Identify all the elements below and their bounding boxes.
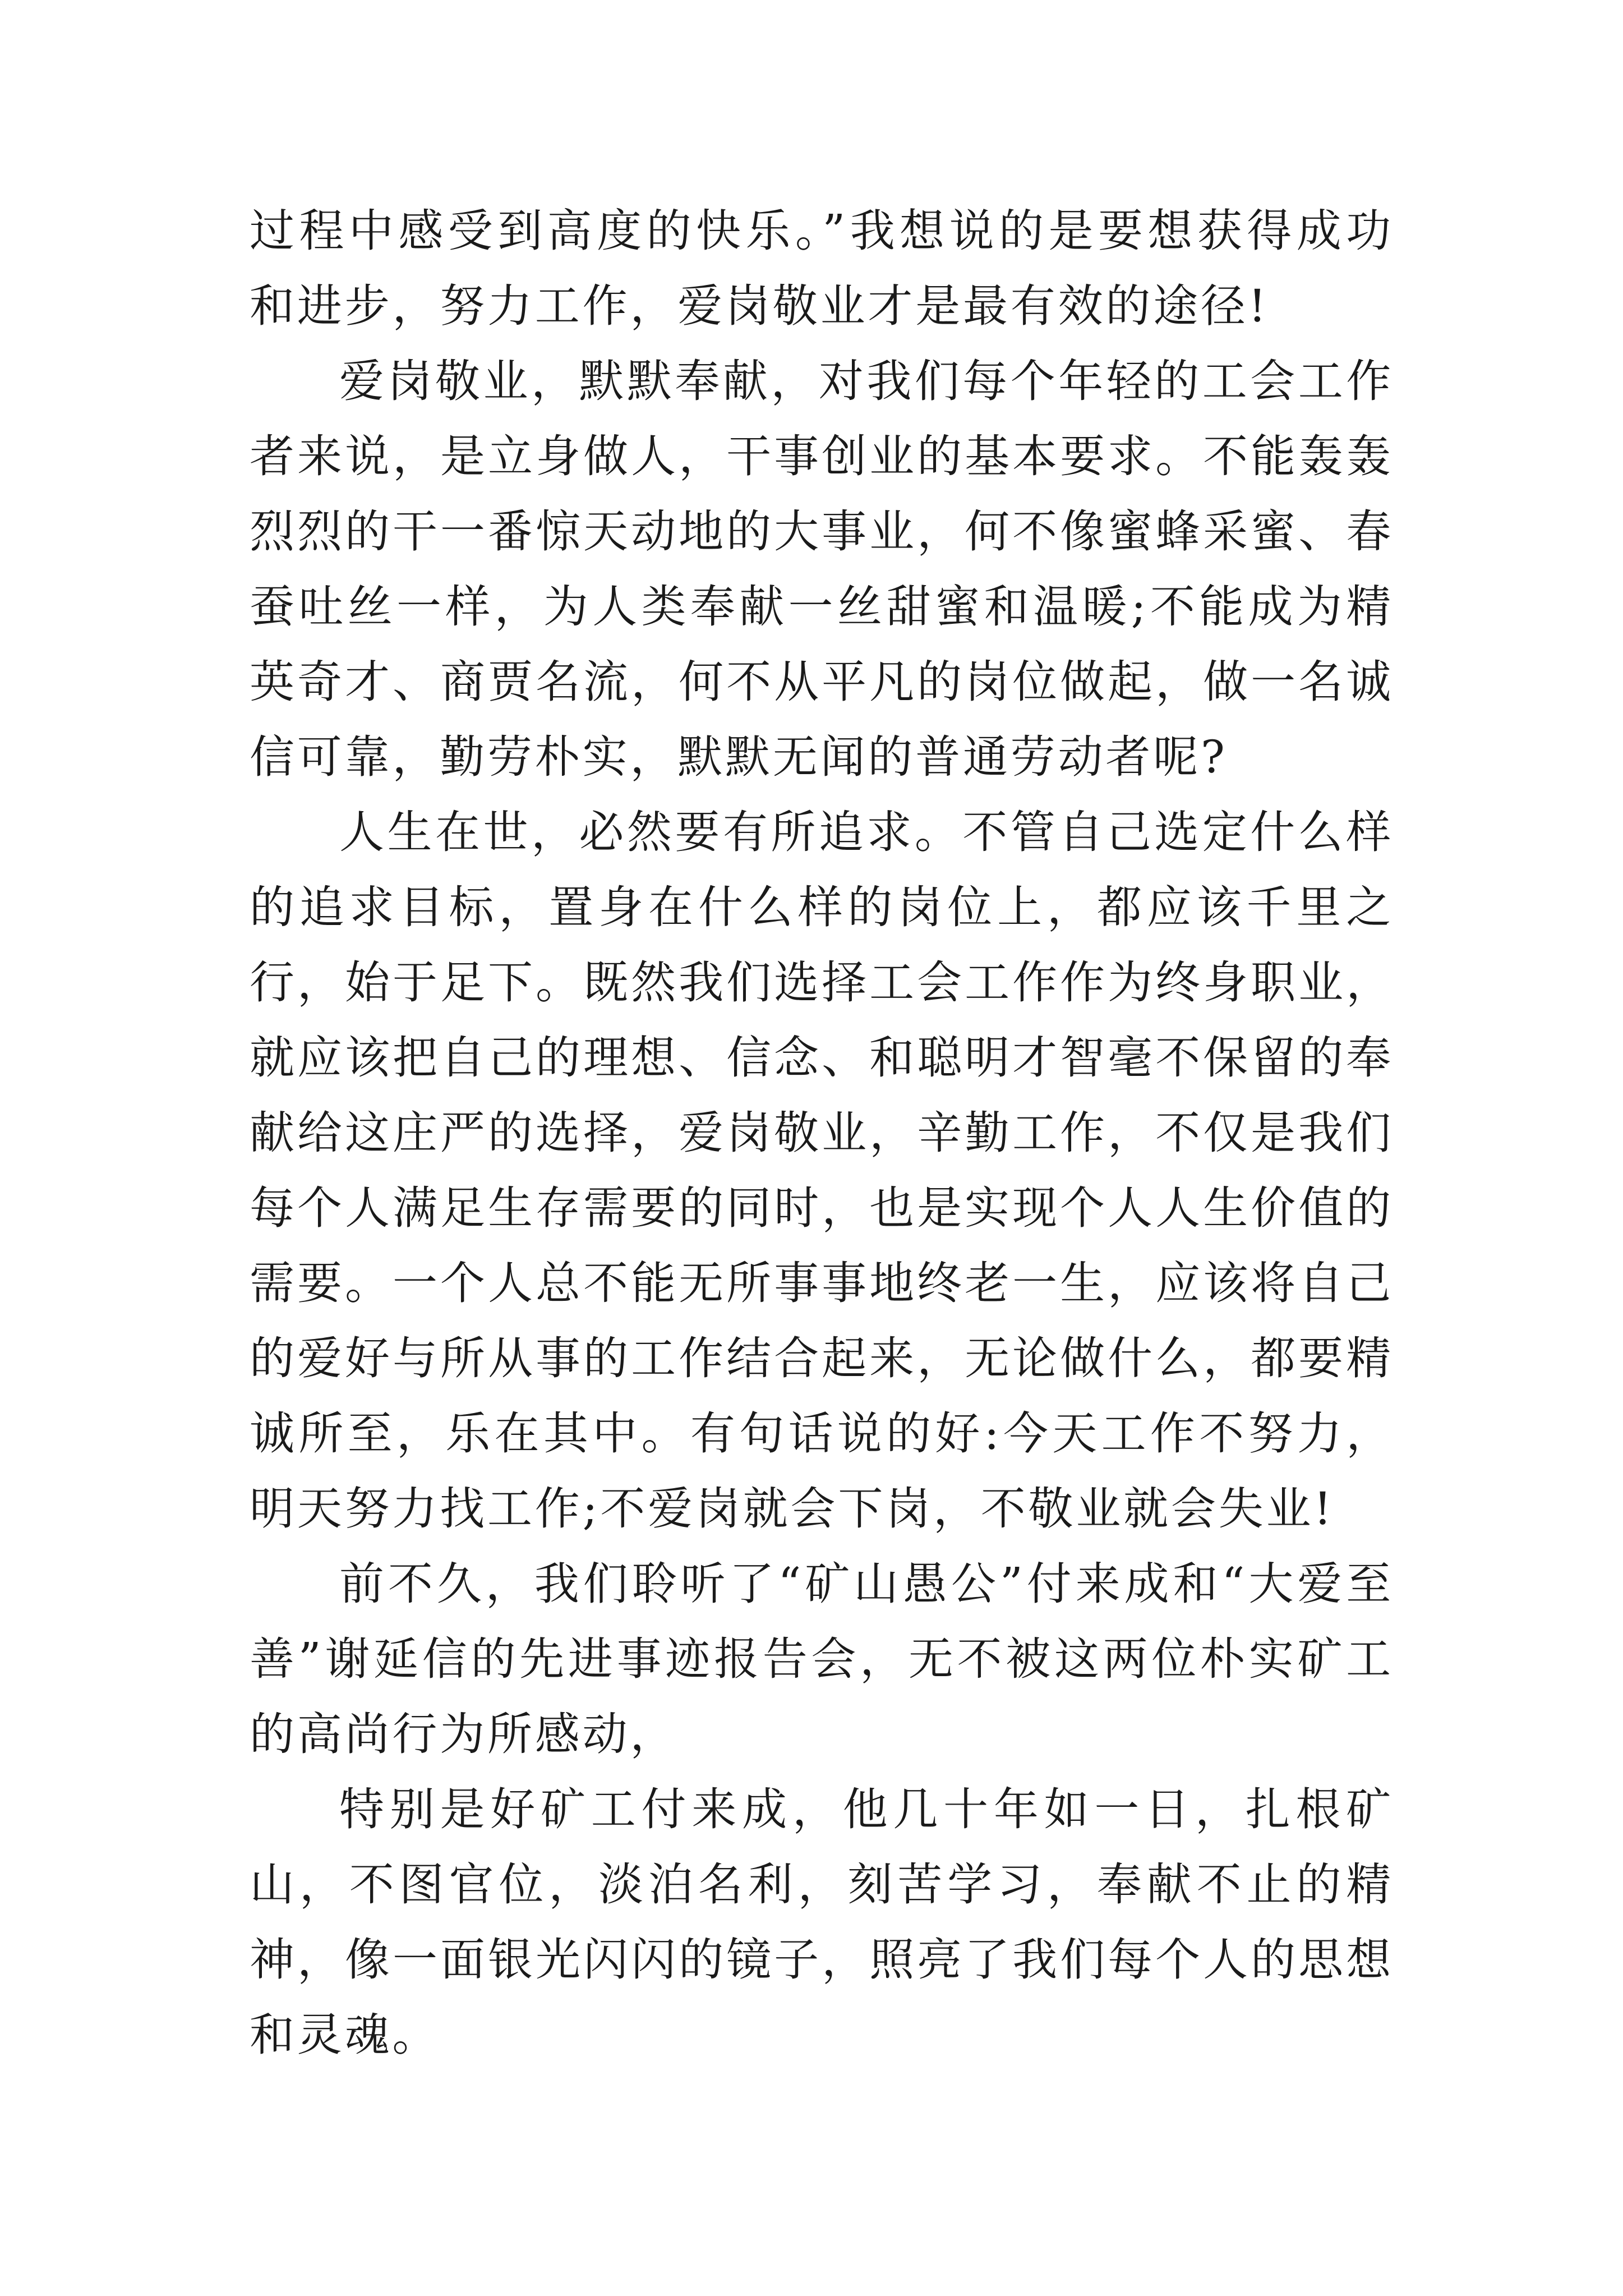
- paragraph: 过程中感受到高度的快乐。”我想说的是要想获得成功和进步，努力工作，爱岗敬业才是最有效的途径!: [250, 205, 1394, 332]
- document-body: [250, 194, 1394, 2073]
- paragraph: 人生在世，必然要有所追求。不管自己选定什么样的追求目标，置身在什么样的岗位上，都应该千里之行，始于足下。既然我们选择工会工作作为终身职业，就应该把自己的理想、信念、和聪明才智毫不保留的奉献给这庄严的选择，爱岗敬业，辛勤工作，不仅是我们每个人满足生存需要的同时，也是实现个人人生价值的需要。一个人总不能无所事事地终老一生，应该将自己的爱好与所从事的工作结合起来，无论做什么，都要精诚所至，乐在其中。有句话说的好:今天工作不努力，明天努力找工作;不爱岗就会下岗，不敬业就会失业!: [250, 806, 1394, 1535]
- paragraph: 前不久，我们聆听了“矿山愚公”付来成和“大爱至善”谢延信的先进事迹报告会，无不被这两位朴实矿工的高尚行为所感动，: [250, 1558, 1394, 1760]
- paragraph: 爱岗敬业，默默奉献，对我们每个年轻的工会工作者来说，是立身做人，干事创业的基本要求。不能轰轰烈烈的干一番惊天动地的大事业，何不像蜜蜂采蜜、春蚕吐丝一样，为人类奉献一丝甜蜜和温暖;不能成为精英奇才、商贾名流，何不从平凡的岗位做起，做一名诚信可靠，勤劳朴实，默默无闻的普通劳动者呢?: [250, 355, 1394, 783]
- paragraph: 特别是好矿工付来成，他几十年如一日，扎根矿山，不图官位，淡泊名利，刻苦学习，奉献不止的精神，像一面银光闪闪的镜子，照亮了我们每个人的思想和灵魂。: [250, 1783, 1394, 2061]
